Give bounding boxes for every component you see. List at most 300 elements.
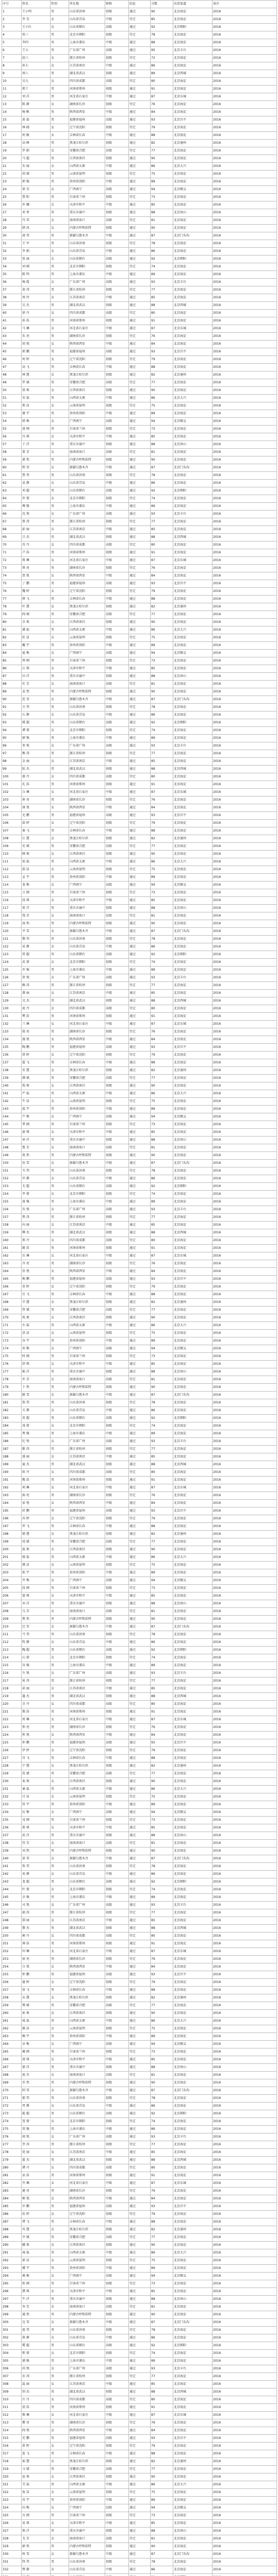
table-row bbox=[2, 441, 277, 449]
cell-name: 章 洋 bbox=[22, 1137, 51, 1144]
cell-score: 90 bbox=[151, 688, 173, 696]
cell-title: 中级 bbox=[105, 1855, 129, 1863]
cell-note: 2016 bbox=[212, 696, 277, 704]
cell-note: 2016 bbox=[212, 2566, 277, 2574]
cell-name bbox=[22, 2574, 51, 2576]
cell-name: 谷 强 bbox=[22, 1662, 51, 1670]
cell-note: 2016 bbox=[212, 225, 277, 232]
cell-location: 山东省青岛 bbox=[69, 1407, 105, 1415]
cell-index: 58 bbox=[2, 449, 22, 456]
cell-score: 79 bbox=[151, 2211, 173, 2218]
cell-score: 80 bbox=[151, 2396, 173, 2404]
cell-gender: 男 bbox=[51, 286, 69, 294]
cell-score: 81 bbox=[151, 1144, 173, 1152]
table-row bbox=[2, 1871, 277, 1878]
table-row bbox=[2, 449, 277, 456]
cell-score: 90 bbox=[151, 920, 173, 928]
cell-channel: 北京大兴 bbox=[173, 395, 212, 402]
cell-result: 通过 bbox=[129, 1299, 151, 1307]
cell-title: 初级 bbox=[105, 1631, 129, 1639]
table-row bbox=[2, 2350, 277, 2358]
cell-index: 233 bbox=[2, 1801, 22, 1809]
cell-channel: 北京海淀 bbox=[173, 101, 212, 109]
cell-name: 秦 飞 bbox=[22, 827, 51, 835]
cell-channel: 北京海淀 bbox=[173, 1801, 212, 1809]
cell-name: 车 悦 bbox=[22, 1670, 51, 1677]
cell-channel: 北京昌平 bbox=[173, 2203, 212, 2211]
cell-result: 通过 bbox=[129, 1848, 151, 1855]
cell-channel: 北京海淀 bbox=[173, 1701, 212, 1708]
cell-note: 2016 bbox=[212, 2342, 277, 2350]
cell-location: 山东省烟台 bbox=[69, 24, 105, 31]
cell-gender: 男 bbox=[51, 140, 69, 147]
cell-note: 2016 bbox=[212, 1152, 277, 1160]
cell-name: 盛 丽 bbox=[22, 1453, 51, 1461]
cell-score: 88 bbox=[151, 1229, 173, 1237]
cell-title: 高级 bbox=[105, 1902, 129, 1909]
cell-title: 中级 bbox=[105, 178, 129, 186]
cell-gender: 女 bbox=[51, 1222, 69, 1229]
cell-index: 93 bbox=[2, 719, 22, 727]
cell-channel: 北京海淀 bbox=[173, 820, 212, 827]
table-row bbox=[2, 1090, 277, 1098]
table-row bbox=[2, 974, 277, 982]
cell-location: 广东省广州 bbox=[69, 974, 105, 982]
cell-name: 焦 涛 bbox=[22, 1214, 51, 1222]
cell-gender: 男 bbox=[51, 2558, 69, 2566]
cell-channel: 北京西城 bbox=[173, 302, 212, 310]
cell-name: 曾 涛 bbox=[22, 518, 51, 526]
cell-score: 81 bbox=[151, 1840, 173, 1848]
cell-note: 2016 bbox=[212, 1469, 277, 1477]
cell-name: 黄 磊 bbox=[22, 116, 51, 124]
cell-result: 通过 bbox=[129, 1662, 151, 1670]
cell-result: 待定 bbox=[129, 611, 151, 619]
cell-score: 91 bbox=[151, 781, 173, 789]
cell-channel: 北京昌平 bbox=[173, 2435, 212, 2443]
cell-name: 秋 悦 bbox=[22, 1732, 51, 1739]
cell-name: 燕 静 bbox=[22, 2334, 51, 2342]
cell-name: 费 强 bbox=[22, 1430, 51, 1438]
cell-index: 299 bbox=[2, 2311, 22, 2319]
cell-index: 257 bbox=[2, 1987, 22, 1994]
cell-index: 207 bbox=[2, 1600, 22, 1608]
cell-channel: 北京海淀 bbox=[173, 1894, 212, 1902]
cell-gender: 女 bbox=[51, 1809, 69, 1817]
cell-title: 高级 bbox=[105, 2041, 129, 2048]
cell-score: 77 bbox=[151, 1075, 173, 1082]
cell-location: 天津市和平 bbox=[69, 1824, 105, 1832]
cell-channel: 北京海淀 bbox=[173, 688, 212, 696]
cell-gender: 男 bbox=[51, 874, 69, 882]
cell-name: 晏 浩 bbox=[22, 2404, 51, 2412]
cell-gender: 男 bbox=[51, 1183, 69, 1191]
cell-channel: 北京海淀 bbox=[173, 2025, 212, 2033]
cell-title: 中级 bbox=[105, 1569, 129, 1577]
cell-note: 2016 bbox=[212, 820, 277, 827]
cell-gender: 男 bbox=[51, 271, 69, 279]
cell-name: 鄂 斌 bbox=[22, 2002, 51, 2010]
cell-name: 储 慧 bbox=[22, 1531, 51, 1538]
cell-index: 6 bbox=[2, 47, 22, 55]
cell-result: 通过 bbox=[129, 1461, 151, 1469]
cell-name: 瞿 亮 bbox=[22, 2419, 51, 2427]
cell-score: 92 bbox=[151, 24, 173, 31]
cell-index: 214 bbox=[2, 1654, 22, 1662]
cell-location: 天津市和平 bbox=[69, 2288, 105, 2296]
cell-channel: 北京昌平 bbox=[173, 348, 212, 356]
cell-gender: 男 bbox=[51, 2126, 69, 2133]
cell-note: 2016 bbox=[212, 1732, 277, 1739]
table-row bbox=[2, 410, 277, 418]
cell-result: 待定 bbox=[129, 1979, 151, 1987]
cell-channel: 北京海淀 bbox=[173, 936, 212, 943]
cell-name: 黎 杰 bbox=[22, 1925, 51, 1933]
cell-channel: 北京海淀 bbox=[173, 2466, 212, 2473]
cell-channel: 北京西城 bbox=[173, 2157, 212, 2164]
table-row bbox=[2, 379, 277, 387]
cell-result: 待定 bbox=[129, 1677, 151, 1685]
table-row bbox=[2, 611, 277, 619]
cell-location: 湖南省长沙 bbox=[69, 2188, 105, 2195]
cell-gender: 女 bbox=[51, 1129, 69, 1137]
cell-index: 288 bbox=[2, 2226, 22, 2234]
cell-result: 待定 bbox=[129, 101, 151, 109]
cell-channel: 北京海淀 bbox=[173, 1384, 212, 1392]
table-row bbox=[2, 1430, 277, 1438]
cell-index: 218 bbox=[2, 1685, 22, 1693]
cell-name: 邓 勇 bbox=[22, 209, 51, 217]
cell-channel: 北京海淀 bbox=[173, 681, 212, 688]
cell-result: 通过 bbox=[129, 1453, 151, 1461]
cell-title: 初级 bbox=[105, 140, 129, 147]
cell-name: 封 鹏 bbox=[22, 1507, 51, 1515]
cell-name: 舒 琪 bbox=[22, 1361, 51, 1368]
cell-index: 225 bbox=[2, 1739, 22, 1747]
cell-location: 辽宁省沈阳 bbox=[69, 820, 105, 827]
cell-index: 68 bbox=[2, 526, 22, 534]
cell-note: 2016 bbox=[212, 356, 277, 364]
cell-location: 广西南宁 bbox=[69, 650, 105, 657]
cell-title: 初级 bbox=[105, 2373, 129, 2381]
cell-location: 海南省海口 bbox=[69, 449, 105, 456]
cell-result: 通过 bbox=[129, 8, 151, 16]
cell-result: 通过 bbox=[129, 2249, 151, 2257]
cell-location: 内蒙古呼和浩特 bbox=[69, 688, 105, 696]
cell-index: 39 bbox=[2, 302, 22, 310]
cell-result: 通过 bbox=[129, 596, 151, 603]
cell-channel: 北京海淀 bbox=[173, 2288, 212, 2296]
cell-location: 北京市朝阳 bbox=[69, 495, 105, 503]
cell-title: 初级 bbox=[105, 302, 129, 310]
cell-channel: 北京海淀 bbox=[173, 572, 212, 580]
cell-location: 北京市朝阳 bbox=[69, 1191, 105, 1198]
table-row bbox=[2, 526, 277, 534]
cell-index: 317 bbox=[2, 2450, 22, 2458]
cell-index: 99 bbox=[2, 766, 22, 773]
cell-score: 86 bbox=[151, 626, 173, 634]
cell-score: 78 bbox=[151, 2095, 173, 2103]
cell-location: 山东省济南 bbox=[69, 8, 105, 16]
cell-channel: 北京大兴 bbox=[173, 2249, 212, 2257]
cell-index: 127 bbox=[2, 982, 22, 990]
cell-location: 广西南宁 bbox=[69, 1113, 105, 1121]
table-row bbox=[2, 1353, 277, 1361]
cell-gender: 男 bbox=[51, 565, 69, 572]
table-row bbox=[2, 2141, 277, 2149]
cell-note: 2016 bbox=[212, 681, 277, 688]
cell-location: 黑龙江哈尔滨 bbox=[69, 140, 105, 147]
cell-gender: 女 bbox=[51, 696, 69, 704]
cell-index: 216 bbox=[2, 1670, 22, 1677]
cell-note: 2016 bbox=[212, 70, 277, 78]
cell-score: 77 bbox=[151, 611, 173, 619]
cell-index: 194 bbox=[2, 1500, 22, 1507]
cell-index: 15 bbox=[2, 116, 22, 124]
cell-gender: 女 bbox=[51, 1933, 69, 1940]
cell-title: 初级 bbox=[105, 1028, 129, 1036]
cell-location: 新疆乌鲁木齐 bbox=[69, 696, 105, 704]
cell-gender: 女 bbox=[51, 2381, 69, 2388]
cell-result: 通过 bbox=[129, 2473, 151, 2481]
cell-gender: 女 bbox=[51, 974, 69, 982]
cell-index: 227 bbox=[2, 1755, 22, 1762]
table-row bbox=[2, 742, 277, 750]
cell-channel: 北京丰台 bbox=[173, 974, 212, 982]
cell-gender: 男 bbox=[51, 1446, 69, 1453]
cell-channel: 北京海淀 bbox=[173, 1407, 212, 1415]
cell-location: 湖南省长沙 bbox=[69, 1260, 105, 1268]
cell-result: 待定 bbox=[129, 2025, 151, 2033]
table-row bbox=[2, 858, 277, 866]
cell-result: 通过 bbox=[129, 325, 151, 333]
cell-name: 杨 霞 bbox=[22, 279, 51, 286]
table-row bbox=[2, 2056, 277, 2064]
cell-note: 2016 bbox=[212, 1415, 277, 1422]
table-row bbox=[2, 171, 277, 178]
cell-score: 88 bbox=[151, 1291, 173, 1299]
cell-channel: 北京海淀 bbox=[173, 1863, 212, 1871]
cell-score: 77 bbox=[151, 147, 173, 155]
cell-location: 江西省南昌 bbox=[69, 1314, 105, 1322]
cell-result: 待定 bbox=[129, 2095, 151, 2103]
cell-title: 初级 bbox=[105, 1724, 129, 1732]
cell-name: 牧 静 bbox=[22, 1639, 51, 1647]
cell-location: 陕西省西安 bbox=[69, 341, 105, 348]
cell-index: 173 bbox=[2, 1337, 22, 1345]
table-row bbox=[2, 402, 277, 410]
cell-index: 27 bbox=[2, 209, 22, 217]
cell-gender: 女 bbox=[51, 1546, 69, 1554]
cell-title: 中级 bbox=[105, 2218, 129, 2226]
cell-channel: 北京海淀 bbox=[173, 2103, 212, 2110]
table-row bbox=[2, 1113, 277, 1121]
cell-location: 浙江省杭州 bbox=[69, 982, 105, 990]
cell-location: 河北省石家庄 bbox=[69, 2180, 105, 2188]
cell-title: 高级 bbox=[105, 1971, 129, 1979]
cell-title: 初级 bbox=[105, 1693, 129, 1701]
cell-gender: 男 bbox=[51, 2466, 69, 2473]
cell-score: 81 bbox=[151, 1376, 173, 1384]
cell-gender: 男 bbox=[51, 2512, 69, 2520]
cell-location: 福建省福州 bbox=[69, 1971, 105, 1979]
cell-index: 10 bbox=[2, 78, 22, 86]
cell-title: 中级 bbox=[105, 897, 129, 905]
cell-title: 初级 bbox=[105, 1979, 129, 1987]
table-row bbox=[2, 2288, 277, 2296]
cell-gender: 女 bbox=[51, 480, 69, 487]
cell-index: 23 bbox=[2, 178, 22, 186]
cell-score: 82 bbox=[151, 603, 173, 611]
cell-gender: 女 bbox=[51, 201, 69, 209]
cell-gender: 女 bbox=[51, 1639, 69, 1647]
cell-score: 74 bbox=[151, 2118, 173, 2126]
cell-title: 中级 bbox=[105, 410, 129, 418]
cell-index: 296 bbox=[2, 2288, 22, 2296]
cell-note: 2016 bbox=[212, 1477, 277, 1484]
table-row bbox=[2, 549, 277, 557]
table-row bbox=[2, 936, 277, 943]
cell-score: 88 bbox=[151, 596, 173, 603]
cell-score: 76 bbox=[151, 1260, 173, 1268]
cell-index: 88 bbox=[2, 681, 22, 688]
cell-note: 2016 bbox=[212, 2041, 277, 2048]
cell-note: 2016 bbox=[212, 178, 277, 186]
table-row bbox=[2, 2466, 277, 2473]
cell-note: 2016 bbox=[212, 2350, 277, 2358]
cell-gender: 女 bbox=[51, 2334, 69, 2342]
cell-note: 2016 bbox=[212, 1098, 277, 1106]
cell-name: 梁 爽 bbox=[22, 387, 51, 395]
cell-location: 重庆市渝中 bbox=[69, 1600, 105, 1608]
cell-channel: 北京海淀 bbox=[173, 518, 212, 526]
cell-result: 通过 bbox=[129, 665, 151, 673]
cell-note: 2016 bbox=[212, 101, 277, 109]
cell-location: 吉林省长春 bbox=[69, 2218, 105, 2226]
cell-gender: 女 bbox=[51, 217, 69, 225]
cell-score: 93 bbox=[151, 1670, 173, 1677]
cell-note: 2016 bbox=[212, 317, 277, 325]
cell-score: 92 bbox=[151, 1647, 173, 1654]
cell-note: 2016 bbox=[212, 2388, 277, 2396]
cell-channel: 北京西城 bbox=[173, 1229, 212, 1237]
cell-result: 通过 bbox=[129, 1778, 151, 1786]
cell-result: 待定 bbox=[129, 31, 151, 39]
cell-result: 通过 bbox=[129, 2226, 151, 2234]
cell-index: 230 bbox=[2, 1778, 22, 1786]
cell-location: 湖北省武汉 bbox=[69, 302, 105, 310]
table-row bbox=[2, 2242, 277, 2249]
cell-name: 白 悦 bbox=[22, 1963, 51, 1971]
cell-location: 天津市和平 bbox=[69, 2056, 105, 2064]
cell-note: 2016 bbox=[212, 1198, 277, 1206]
cell-gender: 男 bbox=[51, 1523, 69, 1531]
cell-score: 90 bbox=[151, 155, 173, 163]
cell-score: 87 bbox=[151, 928, 173, 936]
cell-channel: 北京海淀 bbox=[173, 16, 212, 24]
cell-channel: 北京海淀 bbox=[173, 2327, 212, 2334]
cell-title: 初级 bbox=[105, 1353, 129, 1361]
cell-gender: 男 bbox=[51, 2419, 69, 2427]
cell-name: 方 伟 bbox=[22, 704, 51, 711]
cell-result: 通过 bbox=[129, 1716, 151, 1724]
cell-title: 初级 bbox=[105, 2489, 129, 2497]
cell-location: 山东省青岛 bbox=[69, 16, 105, 24]
table-row bbox=[2, 827, 277, 835]
table-row bbox=[2, 1252, 277, 1260]
cell-result: 通过 bbox=[129, 364, 151, 371]
cell-title: 初级 bbox=[105, 1531, 129, 1538]
cell-index: 182 bbox=[2, 1407, 22, 1415]
cell-note: 2016 bbox=[212, 2327, 277, 2334]
table-row bbox=[2, 2203, 277, 2211]
cell-gender: 女 bbox=[51, 882, 69, 889]
table-row bbox=[2, 418, 277, 426]
cell-score: 76 bbox=[151, 101, 173, 109]
cell-location: 安徽省合肥 bbox=[69, 611, 105, 619]
cell-result: 通过 bbox=[129, 2242, 151, 2249]
cell-title: 中级 bbox=[105, 1894, 129, 1902]
cell-index: 34 bbox=[2, 263, 22, 271]
table-row bbox=[2, 271, 277, 279]
cell-score: 76 bbox=[151, 333, 173, 341]
table-row bbox=[2, 982, 277, 990]
cell-index: 17 bbox=[2, 132, 22, 140]
cell-score: 76 bbox=[151, 1028, 173, 1036]
cell-location: 广西南宁 bbox=[69, 1577, 105, 1585]
cell-location: 上海市浦东 bbox=[69, 271, 105, 279]
cell-score: 87 bbox=[151, 1948, 173, 1956]
cell-channel: 北京海淀 bbox=[173, 1592, 212, 1600]
cell-note: 2016 bbox=[212, 2265, 277, 2273]
cell-name: 浦 强 bbox=[22, 2358, 51, 2365]
cell-name: 弓 伟 bbox=[22, 1631, 51, 1639]
cell-location: 吉林省长春 bbox=[69, 827, 105, 835]
cell-score: 94 bbox=[151, 650, 173, 657]
cell-gender: 男 bbox=[51, 1167, 69, 1175]
cell-title: 中级 bbox=[105, 2427, 129, 2435]
cell-score: 77 bbox=[151, 1770, 173, 1778]
cell-index: 247 bbox=[2, 1909, 22, 1917]
cell-location: 山东省济南 bbox=[69, 1631, 105, 1639]
cell-location: 河北省石家庄 bbox=[69, 325, 105, 333]
cell-index: 20 bbox=[2, 155, 22, 163]
cell-note: 2016 bbox=[212, 371, 277, 379]
cell-location: 福建省福州 bbox=[69, 1276, 105, 1283]
table-row bbox=[2, 155, 277, 163]
cell-note: 2016 bbox=[212, 959, 277, 967]
header-row bbox=[2, 1, 277, 8]
cell-note: 2016 bbox=[212, 240, 277, 248]
cell-channel: 北京门头沟 bbox=[173, 2551, 212, 2558]
cell-note: 2016 bbox=[212, 124, 277, 132]
table-row bbox=[2, 2551, 277, 2558]
cell-channel: 北京丰台 bbox=[173, 1902, 212, 1909]
cell-note: 2016 bbox=[212, 1747, 277, 1755]
cell-score: 88 bbox=[151, 827, 173, 835]
cell-note: 2016 bbox=[212, 1933, 277, 1940]
cell-title: 初级 bbox=[105, 55, 129, 62]
cell-index: 246 bbox=[2, 1902, 22, 1909]
cell-gender: 男 bbox=[51, 1059, 69, 1067]
cell-name: 侯 磊 bbox=[22, 858, 51, 866]
cell-name: 习 斌 bbox=[22, 2466, 51, 2473]
cell-note: 2016 bbox=[212, 1538, 277, 1546]
table-row bbox=[2, 897, 277, 905]
cell-title: 中级 bbox=[105, 1175, 129, 1183]
cell-location: 福建省福州 bbox=[69, 812, 105, 820]
cell-location: 云南省昆明 bbox=[69, 866, 105, 874]
